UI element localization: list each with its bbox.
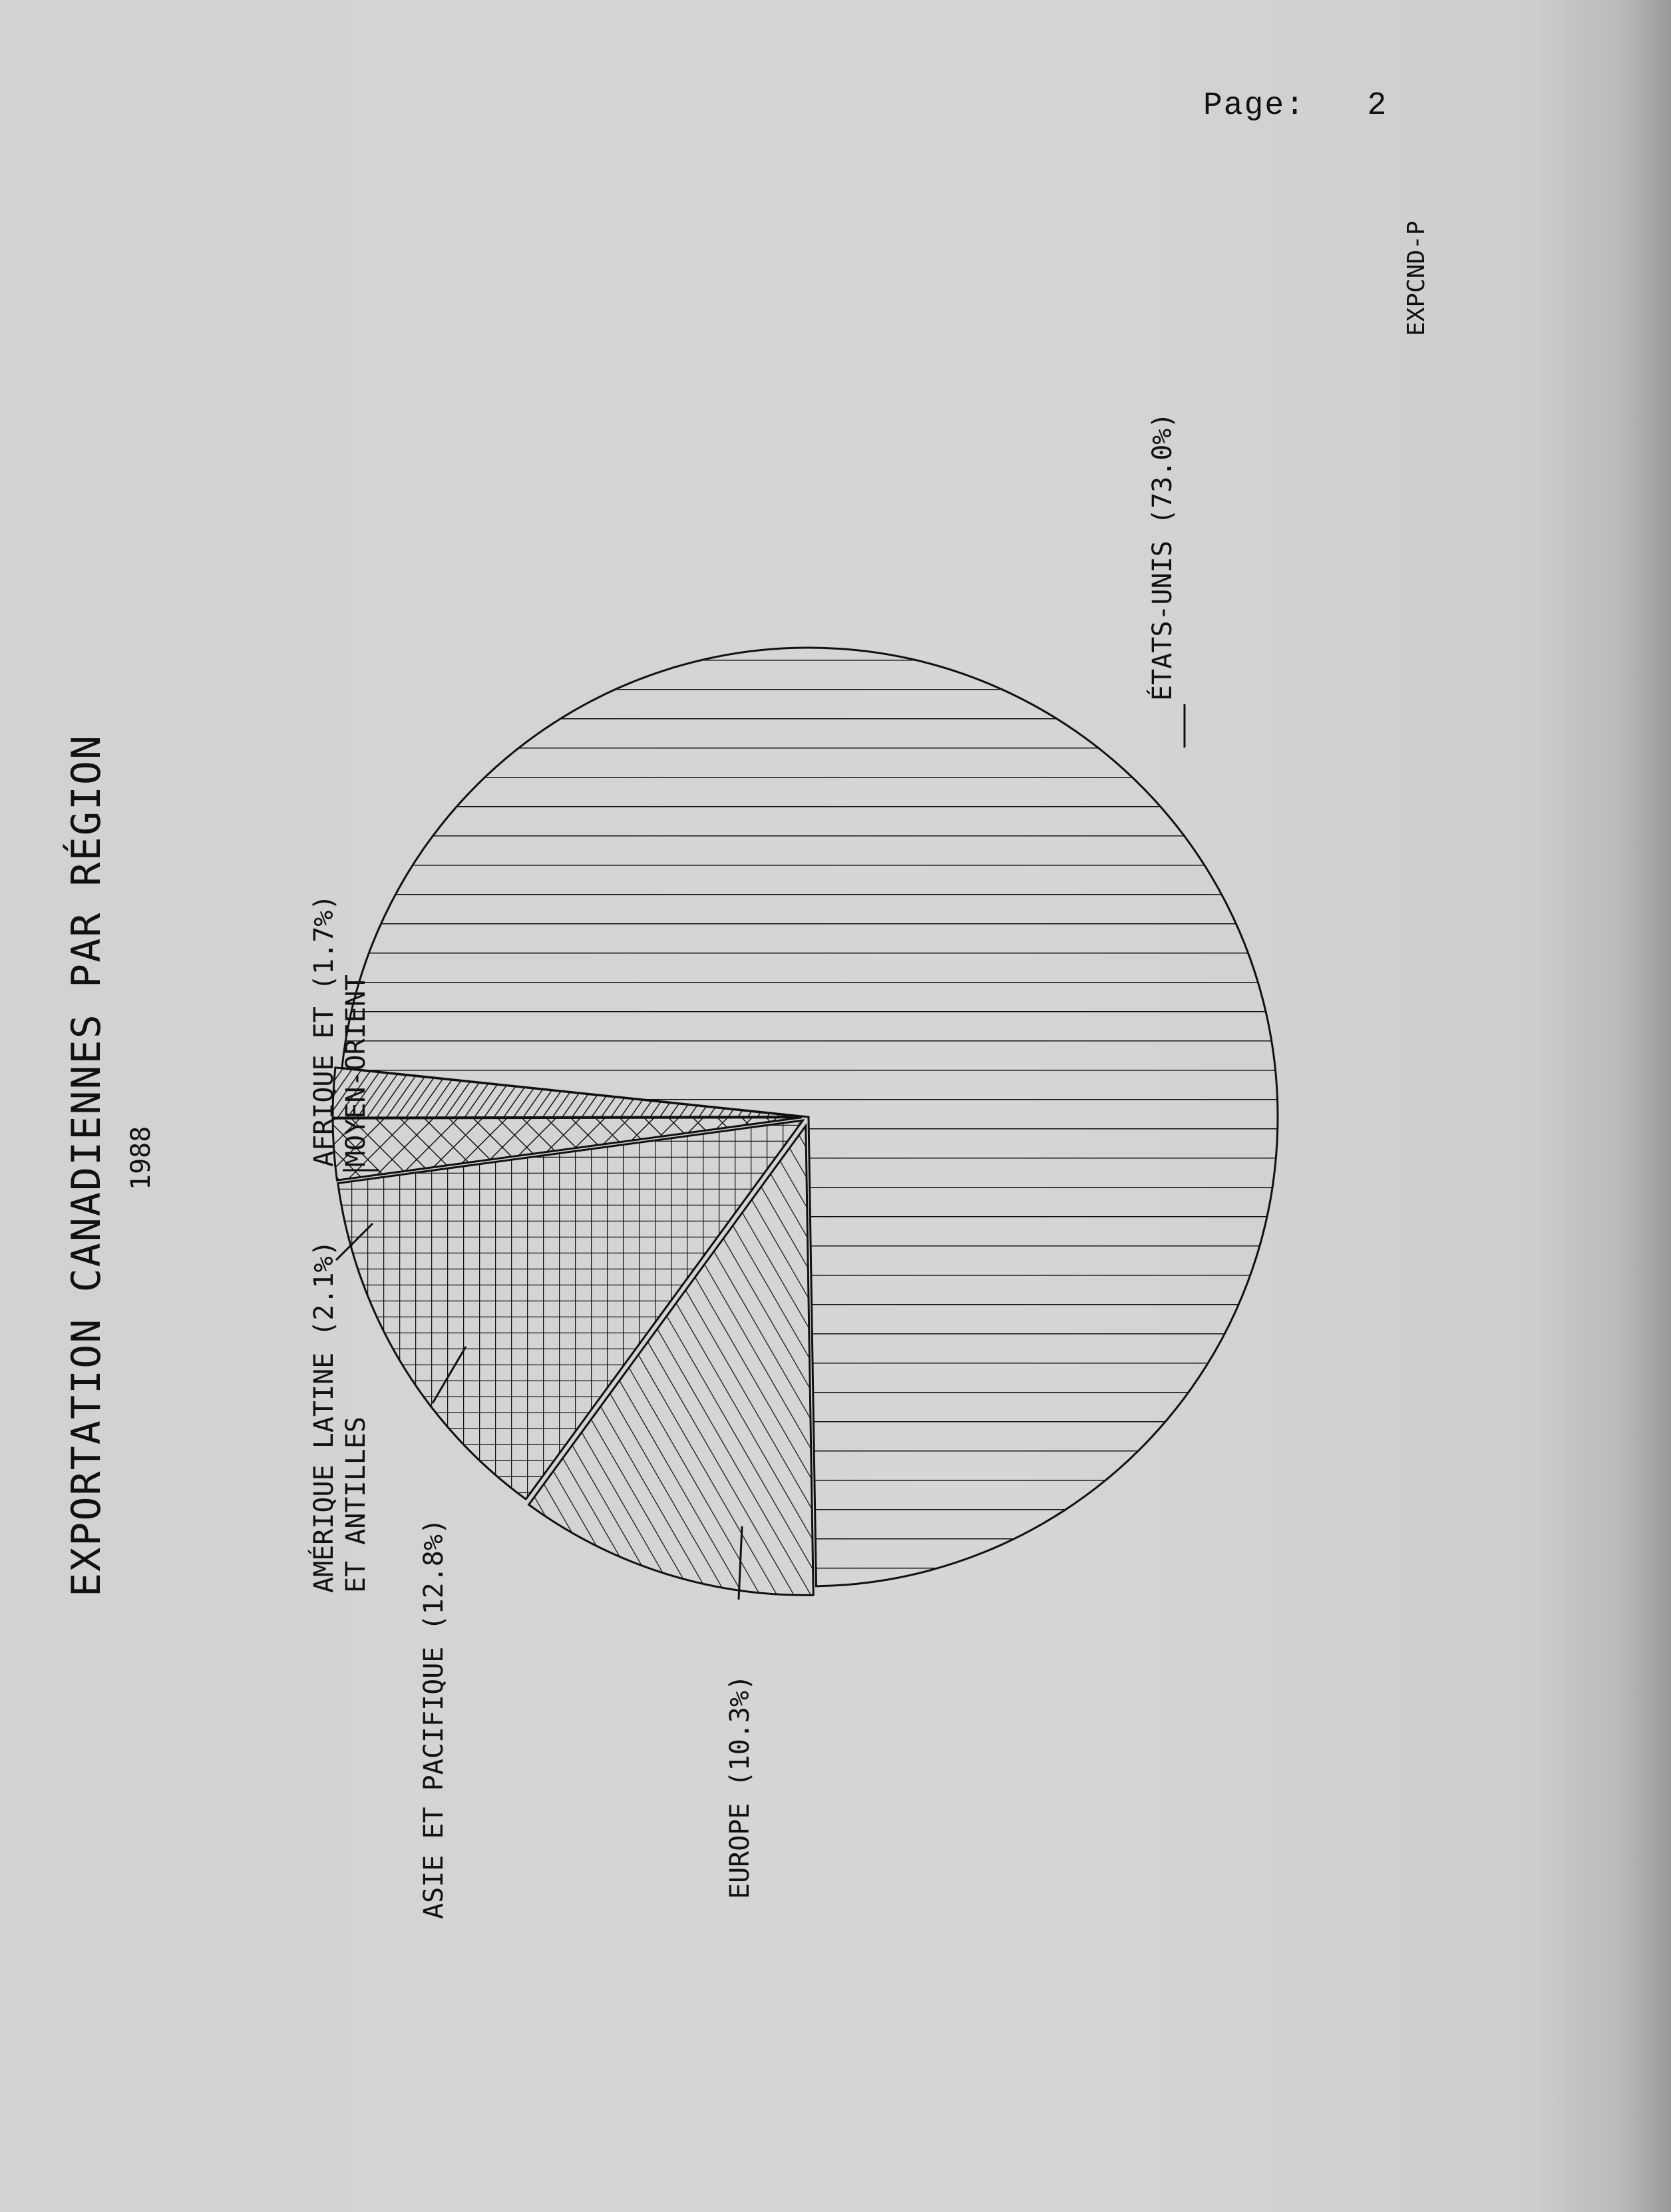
page-label: Page:: [1203, 88, 1306, 124]
pie-label-1: ÉTATS-UNIS (73.0%): [1147, 412, 1178, 701]
doc-code: EXPCND-P: [1403, 220, 1430, 336]
pie-label-4: AMÉRIQUE LATINE (2.1%): [309, 1240, 339, 1593]
pie-label-4-line2: ET ANTILLES: [341, 1417, 371, 1593]
chart-title: EXPORTATION CANADIENNES PAR RÉGION: [63, 734, 110, 1597]
page-number-value: 2: [1367, 88, 1388, 124]
pie-label-5: AFRIQUE ET (1.7%): [309, 894, 339, 1167]
pie-label-3: ASIE ET PACIFIQUE (12.8%): [419, 1518, 449, 1919]
pie-label-5-line2: MOYEN-ORIENT: [341, 975, 371, 1167]
pie-slices: [333, 648, 1278, 1595]
chart-subtitle: 1988: [126, 1126, 156, 1190]
pie-label-2: EUROPE (10.3%): [725, 1674, 755, 1899]
